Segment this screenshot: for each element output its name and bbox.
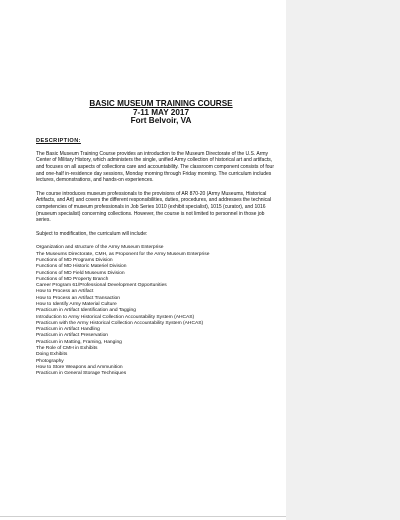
course-title-block <box>42 100 280 126</box>
curriculum-item: Practicum in General Storage Techniques <box>36 371 127 377</box>
curriculum-item: Functions of MD Property Branch <box>36 276 109 282</box>
curriculum-item: Functions of MD Programs Division <box>36 257 113 263</box>
curriculum-item: How to Process an Artifact <box>36 289 94 295</box>
curriculum-item: Organization and structure of the Army Museum Enterprise <box>36 245 164 251</box>
curriculum-intro: Subject to modification, the curriculum will include: <box>36 230 148 237</box>
curriculum-item: Functions of MD Historic Materiel Division <box>36 264 127 270</box>
curriculum-item: How to Process an Artifact Transaction <box>36 295 120 301</box>
description-heading: DESCRIPTION: <box>36 137 81 144</box>
course-location: Fort Belvoir, VA <box>130 116 192 126</box>
curriculum-item: Practicum in Matting, Framing, Hanging <box>36 339 122 345</box>
curriculum-item: Doing Exhibits <box>36 352 68 358</box>
description-paragraph: The course introduces museum professionals to the provisions of AR 870-20 (Army Museums, Historical Artifacts, and Art) and covers the different responsibilities, duties, procedures, and addresses the technical competencies of museum professionals in Job Series 1010 (exhibit specialist), 1015 (curator), and 1016 (museum specialist) concerning collections. However, the course is not limited to personnel in those job series. <box>36 190 272 224</box>
course-title: BASIC MUSEUM TRAINING COURSE <box>89 99 233 108</box>
curriculum-item: The Museums Directorate, CMH, as Proponent for the Army Museum Enterprise <box>36 251 210 257</box>
course-dates: 7-11 MAY 2017 <box>133 107 189 117</box>
curriculum-item: Practicum in Artifact Identification and Tagging <box>36 308 136 314</box>
curriculum-list <box>36 245 280 377</box>
page-bottom-rule <box>0 516 286 517</box>
curriculum-item: Introduction to Army Historical Collection Accountability System (AHCAS) <box>36 314 195 320</box>
curriculum-item: Practicum in Artifact Handling <box>36 327 100 333</box>
comment-margin-pane <box>286 0 400 520</box>
curriculum-item: Practicum in Artifact Preservation <box>36 333 109 339</box>
curriculum-item: Practicum with the Army Historical Collection Accountability System (AHCAS) <box>36 320 204 326</box>
curriculum-item: How to Store Weapons and Ammunition <box>36 364 123 370</box>
curriculum-item: Functions of MD Field Museums Division <box>36 270 125 276</box>
description-paragraph: The Basic Museum Training Course provides an introduction to the Museum Directorate of the U.S. Army Center of Military History, which administers the single, unified Army collection of historical art and artifacts, and focuses on all aspects of collections care and accountability. The classroom component consists of four and one-half in-residence day sessions, Monday morning through Friday morning. The curriculum includes lectures, demonstrations, and hands-on experiences. <box>36 150 274 184</box>
curriculum-item: Photography <box>36 358 64 364</box>
curriculum-item: How to Identify Army Material Culture <box>36 301 117 307</box>
curriculum-item: The Role of CMH in Exhibits <box>36 346 98 352</box>
curriculum-item: Career Program 61/Professional Development Opportunities <box>36 283 167 289</box>
document-body <box>36 100 280 378</box>
